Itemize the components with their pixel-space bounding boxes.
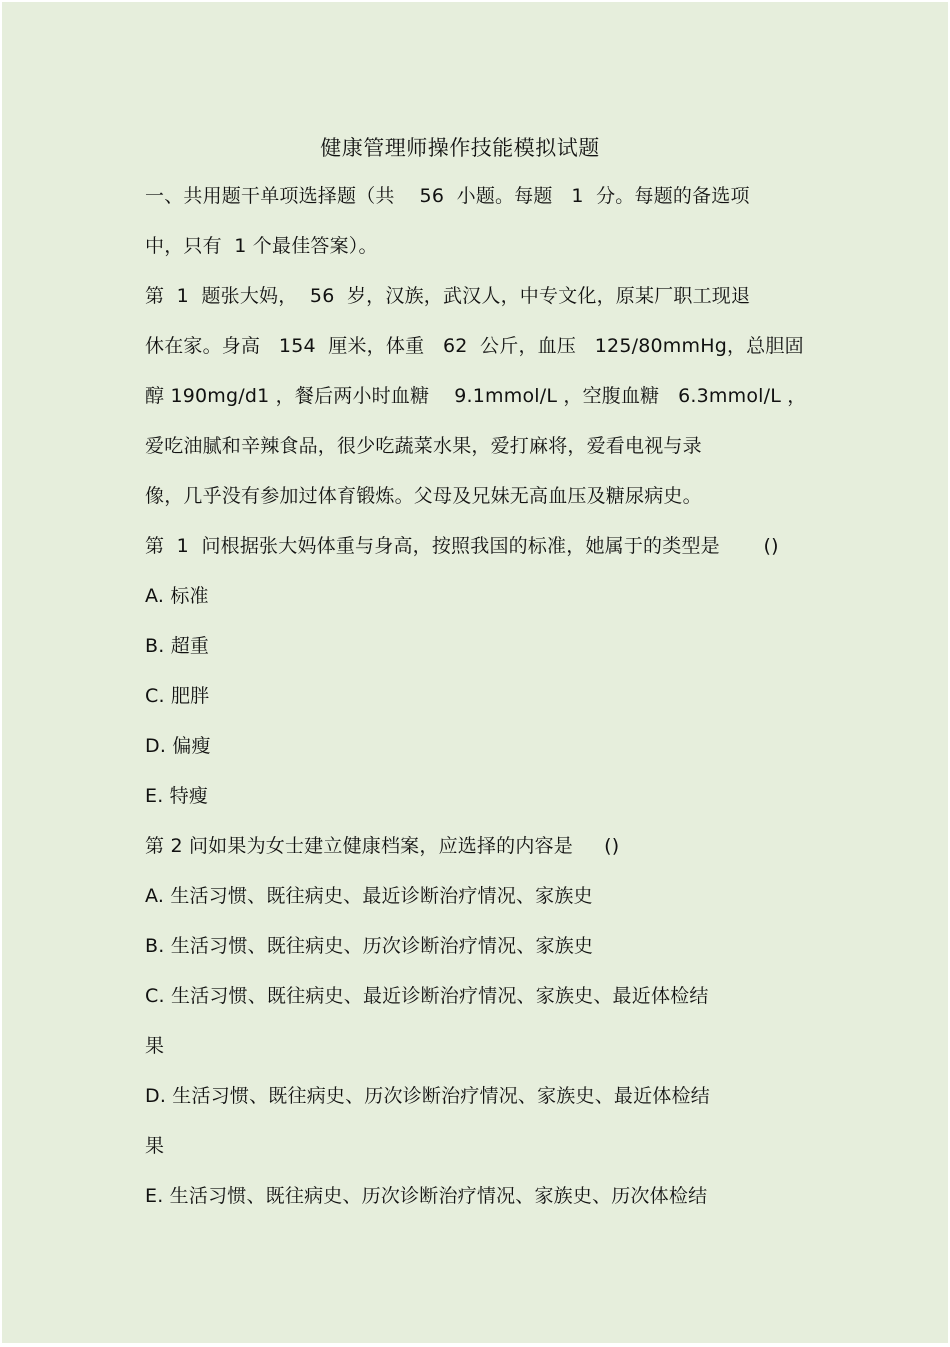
case-description-line: 休在家。身高 154 厘米，体重 62 公斤，血压 125/80mmHg，总胆固 <box>145 335 804 357</box>
case-description-line: 第 1 题张大妈， 56 岁，汉族，武汉人，中专文化，原某厂职工现退 <box>145 285 751 307</box>
question-2-option-a: A. 生活习惯、既往病史、最近诊断治疗情况、家族史 <box>145 885 593 907</box>
section-heading-line: 一、共用题干单项选择题（共 56 小题。每题 1 分。每题的备选项 <box>145 185 750 207</box>
question-2-option-e: E. 生活习惯、既往病史、历次诊断治疗情况、家族史、历次体检结 <box>145 1185 708 1207</box>
case-description-line: 爱吃油腻和辛辣食品，很少吃蔬菜水果，爱打麻将，爱看电视与录 <box>145 435 702 457</box>
question-1-option-c: C. 肥胖 <box>145 685 210 707</box>
question-2-option-d-continued: 果 <box>145 1135 165 1157</box>
question-1-option-b: B. 超重 <box>145 635 210 657</box>
document-body <box>145 177 845 1227</box>
case-description-line: 像，几乎没有参加过体育锻炼。父母及兄妹无高血压及糖尿病史。 <box>145 485 702 507</box>
question-1-option-d: D. 偏瘦 <box>145 735 211 757</box>
question-1-option-a: A. 标准 <box>145 585 209 607</box>
question-2-option-d: D. 生活习惯、既往病史、历次诊断治疗情况、家族史、最近体检结 <box>145 1085 710 1107</box>
question-1-text: 第 1 问根据张大妈体重与身高，按照我国的标准，她属于的类型是 () <box>145 535 779 557</box>
document-title: 健康管理师操作技能模拟试题 <box>320 136 600 160</box>
question-2-option-c: C. 生活习惯、既往病史、最近诊断治疗情况、家族史、最近体检结 <box>145 985 709 1007</box>
question-1-option-e: E. 特瘦 <box>145 785 209 807</box>
question-2-option-b: B. 生活习惯、既往病史、历次诊断治疗情况、家族史 <box>145 935 594 957</box>
section-heading-line: 中，只有 1 个最佳答案）。 <box>145 235 378 257</box>
question-2-text: 第 2 问如果为女士建立健康档案，应选择的内容是 () <box>145 835 620 857</box>
question-2-option-c-continued: 果 <box>145 1035 165 1057</box>
document-page <box>2 2 948 1343</box>
case-description-line: 醇 190mg/d1 ，餐后两小时血糖 9.1mmol/L ，空腹血糖 6.3mmol/L ， <box>145 385 807 407</box>
